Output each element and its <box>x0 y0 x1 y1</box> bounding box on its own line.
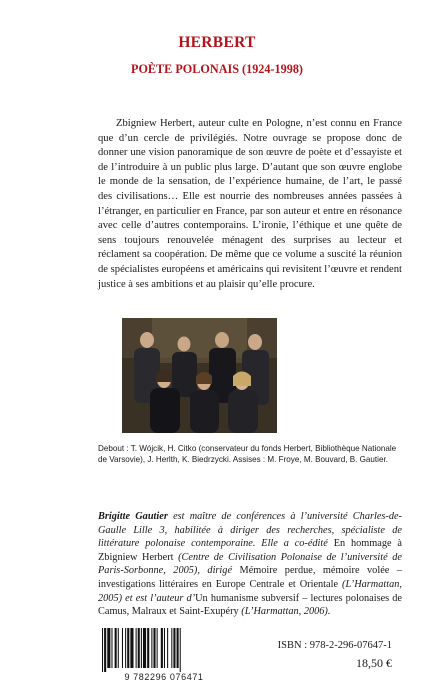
barcode-digits: 9 782296 076471 <box>124 672 204 682</box>
bio-part-1: est maître de conférences à l’université Charles-de-Gaulle Lille 3, habilitée à diriger des recherches, spécialiste de littérature polonaise contemporaine. Elle a co-édité <box>98 511 402 550</box>
author-bio <box>98 510 402 619</box>
book-subtitle: POÈTE POLONAIS (1924-1998) <box>131 62 303 76</box>
barcode-icon <box>100 628 228 672</box>
bio-part-3: (Centre de Civilisation Polonaise de l’université de Paris-Sorbonne, 2005), dirigé <box>98 551 402 577</box>
bio-part-5: (L’Harmattan, 2005) et est l’auteur d’ <box>98 578 402 604</box>
bio-part-7: (L’Harmattan, 2006). <box>241 606 331 618</box>
abstract-text: Zbigniew Herbert, auteur culte en Pologne, n’est connu en France que d’un cercle de privilégiés. Notre ouvrage se propose donc de donner une vision panoramique de son œuvre de poète et d’essayiste et de l’introduire à un public plus large. D’autant que son œuvre englobe le monde de la sensation, de l’expérience humaine, de l’art, le passé des civilisations… Elle est nourrie des nombreuses années passées à l’étranger, en particulier en France, par son auteur et entre en résonance avec celle d’autres contemporains. L’ironie, l’éthique et une quête de sens toujours renouvelée ménagent des surprises au lecteur et réclament sa coopération. De même que ce volume a suscité la réunion de spécialistes européens et américains qui revisitent l’œuvre et rendent justice à ses ambitions et au plaisir qu’elle procure. <box>98 118 402 290</box>
author-name: Brigitte Gautier <box>98 511 168 522</box>
group-photo <box>122 318 277 433</box>
photo-caption: Debout : T. Wójcik, H. Citko (conservateur du fonds Herbert, Bibliothèque Nationale de Varsovie), J. Herlth, K. Biedrzycki. Assises : M. Froye, M. Bouvard, B. Gautier. <box>98 444 397 464</box>
bio-part-2: En hommage à Zbigniew Herbert <box>98 538 402 563</box>
bio-part-6: Un humanisme subversif – lectures polonaises de Camus, Malraux et Saint-Exupéry <box>98 592 402 618</box>
price-label: 18,50 € <box>356 656 392 670</box>
group-photo-image <box>122 318 277 433</box>
book-title: HERBERT <box>178 34 256 51</box>
bio-part-4: Mémoire perdue, mémoire volée – investigations littéraires en Europe Centrale et Orientale <box>98 565 402 590</box>
isbn-label: ISBN : 978-2-296-07647-1 <box>277 640 392 651</box>
